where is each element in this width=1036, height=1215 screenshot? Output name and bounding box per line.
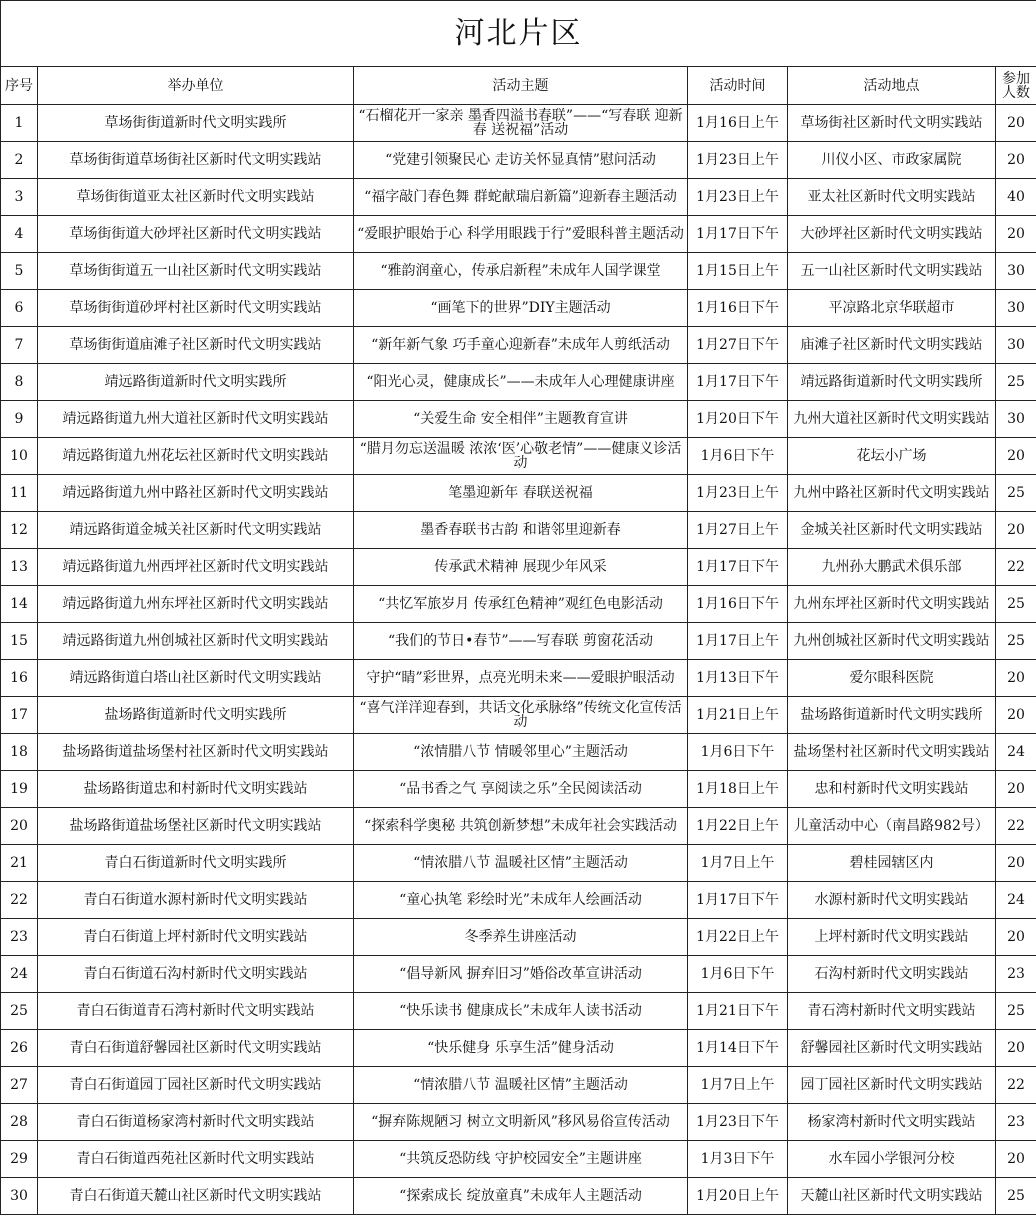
cell-org: 靖远路街道九州中路社区新时代文明实践站: [38, 475, 354, 512]
cell-no: 19: [1, 771, 38, 808]
cell-topic: 守护“睛”彩世界，点亮光明未来——爱眼护眼活动: [354, 660, 688, 697]
cell-place: 盐场堡村社区新时代文明实践站: [788, 734, 996, 771]
cell-place: 川仪小区、市政家属院: [788, 142, 996, 179]
cell-topic: “情浓腊八节 温暖社区情”主题活动: [354, 845, 688, 882]
cell-time: 1月22日上午: [688, 808, 788, 845]
header-time: 活动时间: [688, 67, 788, 105]
cell-place: 忠和村新时代文明实践站: [788, 771, 996, 808]
cell-no: 16: [1, 660, 38, 697]
table-row: [1, 660, 1036, 697]
header-no: 序号: [1, 67, 38, 105]
header-count: 参加人数: [996, 67, 1036, 105]
cell-count: 20: [996, 919, 1036, 956]
cell-place: 石沟村新时代文明实践站: [788, 956, 996, 993]
cell-topic: “雅韵润童心，传承启新程”未成年人国学课堂: [354, 253, 688, 290]
table-row: [1, 845, 1036, 882]
cell-place: 水源村新时代文明实践站: [788, 882, 996, 919]
cell-place: 九州孙大鹏武术俱乐部: [788, 549, 996, 586]
cell-count: 30: [996, 327, 1036, 364]
cell-topic: “爱眼护眼始于心 科学用眼践于行”爱眼科普主题活动: [354, 216, 688, 253]
cell-time: 1月15日上午: [688, 253, 788, 290]
cell-place: 靖远路街道新时代文明实践所: [788, 364, 996, 401]
cell-no: 27: [1, 1067, 38, 1104]
cell-org: 青白石街道上坪村新时代文明实践站: [38, 919, 354, 956]
cell-count: 24: [996, 734, 1036, 771]
cell-no: 22: [1, 882, 38, 919]
cell-org: 靖远路街道新时代文明实践所: [38, 364, 354, 401]
cell-no: 28: [1, 1104, 38, 1141]
cell-time: 1月6日下午: [688, 956, 788, 993]
table-row: [1, 919, 1036, 956]
table-row: [1, 253, 1036, 290]
cell-no: 15: [1, 623, 38, 660]
cell-org: 青白石街道青石湾村新时代文明实践站: [38, 993, 354, 1030]
table-row: [1, 771, 1036, 808]
cell-place: 亚太社区新时代文明实践站: [788, 179, 996, 216]
table-row: [1, 290, 1036, 327]
cell-org: 靖远路街道九州西坪社区新时代文明实践站: [38, 549, 354, 586]
cell-topic: 传承武术精神 展现少年风采: [354, 549, 688, 586]
cell-topic: “品书香之气 享阅读之乐”全民阅读活动: [354, 771, 688, 808]
cell-topic: 墨香春联书古韵 和谐邻里迎新春: [354, 512, 688, 549]
cell-topic: “党建引领聚民心 走访关怀显真情”慰问活动: [354, 142, 688, 179]
cell-topic: 笔墨迎新年 春联送祝福: [354, 475, 688, 512]
cell-topic: “喜气洋洋迎春到，共话文化承脉络”传统文化宣传活动: [354, 697, 688, 734]
cell-time: 1月17日上午: [688, 623, 788, 660]
cell-time: 1月17日下午: [688, 549, 788, 586]
header-topic: 活动主题: [354, 67, 688, 105]
cell-time: 1月13日下午: [688, 660, 788, 697]
cell-org: 青白石街道杨家湾村新时代文明实践站: [38, 1104, 354, 1141]
cell-count: 20: [996, 105, 1036, 142]
cell-org: 青白石街道西苑社区新时代文明实践站: [38, 1141, 354, 1178]
cell-time: 1月22日上午: [688, 919, 788, 956]
cell-time: 1月17日下午: [688, 882, 788, 919]
cell-no: 25: [1, 993, 38, 1030]
cell-place: 舒馨园社区新时代文明实践站: [788, 1030, 996, 1067]
cell-no: 12: [1, 512, 38, 549]
cell-place: 大砂坪社区新时代文明实践站: [788, 216, 996, 253]
cell-no: 1: [1, 105, 38, 142]
cell-count: 25: [996, 364, 1036, 401]
cell-org: 青白石街道舒馨园社区新时代文明实践站: [38, 1030, 354, 1067]
cell-org: 靖远路街道金城关社区新时代文明实践站: [38, 512, 354, 549]
cell-time: 1月21日下午: [688, 993, 788, 1030]
cell-time: 1月3日下午: [688, 1141, 788, 1178]
table-row: [1, 327, 1036, 364]
cell-place: 草场街社区新时代文明实践站: [788, 105, 996, 142]
cell-org: 青白石街道石沟村新时代文明实践站: [38, 956, 354, 993]
cell-topic: “探索成长 绽放童真”未成年人主题活动: [354, 1178, 688, 1215]
cell-count: 23: [996, 956, 1036, 993]
cell-time: 1月23日上午: [688, 475, 788, 512]
table-row: [1, 1030, 1036, 1067]
cell-topic: “新年新气象 巧手童心迎新春”未成年人剪纸活动: [354, 327, 688, 364]
cell-org: 青白石街道天麓山社区新时代文明实践站: [38, 1178, 354, 1215]
cell-count: 20: [996, 697, 1036, 734]
cell-count: 20: [996, 1141, 1036, 1178]
cell-time: 1月6日下午: [688, 734, 788, 771]
cell-no: 13: [1, 549, 38, 586]
cell-place: 爱尔眼科医院: [788, 660, 996, 697]
cell-time: 1月7日上午: [688, 1067, 788, 1104]
cell-place: 花坛小广场: [788, 438, 996, 475]
table-row: [1, 142, 1036, 179]
cell-no: 23: [1, 919, 38, 956]
cell-count: 20: [996, 845, 1036, 882]
cell-no: 7: [1, 327, 38, 364]
table-row: [1, 734, 1036, 771]
cell-count: 40: [996, 179, 1036, 216]
cell-topic: “共筑反恐防线 守护校园安全”主题讲座: [354, 1141, 688, 1178]
cell-count: 20: [996, 1030, 1036, 1067]
cell-no: 10: [1, 438, 38, 475]
cell-count: 22: [996, 549, 1036, 586]
cell-time: 1月20日上午: [688, 1178, 788, 1215]
cell-place: 九州大道社区新时代文明实践站: [788, 401, 996, 438]
cell-org: 靖远路街道九州大道社区新时代文明实践站: [38, 401, 354, 438]
header-row: [1, 67, 1036, 105]
cell-org: 盐场路街道忠和村新时代文明实践站: [38, 771, 354, 808]
cell-count: 30: [996, 290, 1036, 327]
cell-time: 1月27日下午: [688, 327, 788, 364]
cell-count: 20: [996, 216, 1036, 253]
cell-topic: 冬季养生讲座活动: [354, 919, 688, 956]
cell-time: 1月16日下午: [688, 290, 788, 327]
cell-count: 20: [996, 771, 1036, 808]
cell-place: 金城关社区新时代文明实践站: [788, 512, 996, 549]
cell-no: 29: [1, 1141, 38, 1178]
cell-topic: “童心执笔 彩绘时光”未成年人绘画活动: [354, 882, 688, 919]
cell-no: 24: [1, 956, 38, 993]
cell-place: 庙滩子社区新时代文明实践站: [788, 327, 996, 364]
cell-org: 靖远路街道白塔山社区新时代文明实践站: [38, 660, 354, 697]
cell-topic: “腊月勿忘送温暖 浓浓‘医’心敬老情”——健康义诊活动: [354, 438, 688, 475]
cell-topic: “画笔下的世界”DIY主题活动: [354, 290, 688, 327]
table-row: [1, 179, 1036, 216]
cell-count: 30: [996, 401, 1036, 438]
table-row: [1, 808, 1036, 845]
cell-place: 平凉路北京华联超市: [788, 290, 996, 327]
cell-time: 1月27日上午: [688, 512, 788, 549]
cell-org: 靖远路街道九州东坪社区新时代文明实践站: [38, 586, 354, 623]
cell-topic: “石榴花开一家亲 墨香四溢书春联”——“写春联 迎新春 送祝福”活动: [354, 105, 688, 142]
header-place: 活动地点: [788, 67, 996, 105]
table-row: [1, 549, 1036, 586]
cell-time: 1月23日上午: [688, 142, 788, 179]
cell-count: 25: [996, 586, 1036, 623]
table-row: [1, 512, 1036, 549]
cell-time: 1月7日上午: [688, 845, 788, 882]
cell-count: 25: [996, 993, 1036, 1030]
table-row: [1, 216, 1036, 253]
cell-time: 1月16日上午: [688, 105, 788, 142]
cell-place: 上坪村新时代文明实践站: [788, 919, 996, 956]
cell-place: 五一山社区新时代文明实践站: [788, 253, 996, 290]
cell-no: 6: [1, 290, 38, 327]
cell-topic: “快乐读书 健康成长”未成年人读书活动: [354, 993, 688, 1030]
cell-no: 21: [1, 845, 38, 882]
cell-time: 1月17日下午: [688, 216, 788, 253]
cell-count: 25: [996, 1178, 1036, 1215]
cell-no: 14: [1, 586, 38, 623]
cell-no: 8: [1, 364, 38, 401]
cell-org: 草场街街道庙滩子社区新时代文明实践站: [38, 327, 354, 364]
cell-count: 25: [996, 475, 1036, 512]
cell-time: 1月20日下午: [688, 401, 788, 438]
cell-topic: “福字敲门春色舞 群蛇献瑞启新篇”迎新春主题活动: [354, 179, 688, 216]
cell-no: 3: [1, 179, 38, 216]
cell-org: 青白石街道水源村新时代文明实践站: [38, 882, 354, 919]
cell-org: 草场街街道大砂坪社区新时代文明实践站: [38, 216, 354, 253]
table-row: [1, 586, 1036, 623]
cell-place: 碧桂园辖区内: [788, 845, 996, 882]
cell-count: 20: [996, 438, 1036, 475]
cell-org: 青白石街道园丁园社区新时代文明实践站: [38, 1067, 354, 1104]
cell-org: 靖远路街道九州花坛社区新时代文明实践站: [38, 438, 354, 475]
cell-time: 1月21日上午: [688, 697, 788, 734]
table-row: [1, 623, 1036, 660]
cell-no: 20: [1, 808, 38, 845]
cell-time: 1月23日下午: [688, 1104, 788, 1141]
table-row: [1, 1178, 1036, 1215]
cell-org: 靖远路街道九州创城社区新时代文明实践站: [38, 623, 354, 660]
cell-topic: “浓情腊八节 情暖邻里心”主题活动: [354, 734, 688, 771]
cell-count: 24: [996, 882, 1036, 919]
cell-no: 9: [1, 401, 38, 438]
cell-org: 草场街街道五一山社区新时代文明实践站: [38, 253, 354, 290]
cell-org: 盐场路街道新时代文明实践所: [38, 697, 354, 734]
cell-topic: “摒弃陈规陋习 树立文明新风”移风易俗宣传活动: [354, 1104, 688, 1141]
cell-place: 杨家湾村新时代文明实践站: [788, 1104, 996, 1141]
cell-topic: “探索科学奥秘 共筑创新梦想”未成年社会实践活动: [354, 808, 688, 845]
cell-org: 青白石街道新时代文明实践所: [38, 845, 354, 882]
cell-place: 九州创城社区新时代文明实践站: [788, 623, 996, 660]
cell-no: 11: [1, 475, 38, 512]
header-org: 举办单位: [38, 67, 354, 105]
cell-topic: “我们的节日•春节”——写春联 剪窗花活动: [354, 623, 688, 660]
cell-org: 草场街街道草场街社区新时代文明实践站: [38, 142, 354, 179]
table-row: [1, 1141, 1036, 1178]
cell-place: 盐场路街道新时代文明实践所: [788, 697, 996, 734]
cell-org: 盐场路街道盐场堡村社区新时代文明实践站: [38, 734, 354, 771]
cell-org: 草场街街道砂坪村社区新时代文明实践站: [38, 290, 354, 327]
cell-count: 30: [996, 253, 1036, 290]
table-row: [1, 438, 1036, 475]
page-title: 河北片区: [1, 1, 1036, 67]
cell-count: 20: [996, 142, 1036, 179]
cell-topic: “倡导新风 摒弃旧习”婚俗改革宣讲活动: [354, 956, 688, 993]
cell-org: 草场街街道新时代文明实践所: [38, 105, 354, 142]
table-row: [1, 956, 1036, 993]
cell-time: 1月23日上午: [688, 179, 788, 216]
table-row: [1, 364, 1036, 401]
cell-count: 20: [996, 512, 1036, 549]
cell-count: 20: [996, 660, 1036, 697]
table-row: [1, 882, 1036, 919]
cell-topic: “快乐健身 乐享生活”健身活动: [354, 1030, 688, 1067]
cell-count: 22: [996, 808, 1036, 845]
cell-count: 22: [996, 1067, 1036, 1104]
cell-time: 1月17日下午: [688, 364, 788, 401]
cell-topic: “阳光心灵，健康成长”——未成年人心理健康讲座: [354, 364, 688, 401]
cell-place: 水车园小学银河分校: [788, 1141, 996, 1178]
table-row: [1, 401, 1036, 438]
cell-no: 30: [1, 1178, 38, 1215]
cell-no: 4: [1, 216, 38, 253]
cell-count: 23: [996, 1104, 1036, 1141]
cell-topic: “情浓腊八节 温暖社区情”主题活动: [354, 1067, 688, 1104]
cell-topic: “共忆军旅岁月 传承红色精神”观红色电影活动: [354, 586, 688, 623]
cell-no: 26: [1, 1030, 38, 1067]
cell-time: 1月16日下午: [688, 586, 788, 623]
cell-time: 1月18日上午: [688, 771, 788, 808]
table-row: [1, 1067, 1036, 1104]
cell-place: 儿童活动中心（南昌路982号）: [788, 808, 996, 845]
cell-time: 1月14日下午: [688, 1030, 788, 1067]
cell-no: 18: [1, 734, 38, 771]
cell-no: 17: [1, 697, 38, 734]
table-row: [1, 105, 1036, 142]
cell-place: 九州中路社区新时代文明实践站: [788, 475, 996, 512]
cell-org: 草场街街道亚太社区新时代文明实践站: [38, 179, 354, 216]
cell-org: 盐场路街道盐场堡社区新时代文明实践站: [38, 808, 354, 845]
cell-time: 1月6日下午: [688, 438, 788, 475]
cell-place: 九州东坪社区新时代文明实践站: [788, 586, 996, 623]
cell-place: 天麓山社区新时代文明实践站: [788, 1178, 996, 1215]
cell-topic: “关爱生命 安全相伴”主题教育宣讲: [354, 401, 688, 438]
cell-place: 青石湾村新时代文明实践站: [788, 993, 996, 1030]
table-row: [1, 1104, 1036, 1141]
table-row: [1, 697, 1036, 734]
cell-place: 园丁园社区新时代文明实践站: [788, 1067, 996, 1104]
table-row: [1, 993, 1036, 1030]
cell-count: 25: [996, 623, 1036, 660]
cell-no: 2: [1, 142, 38, 179]
cell-no: 5: [1, 253, 38, 290]
table-row: [1, 475, 1036, 512]
